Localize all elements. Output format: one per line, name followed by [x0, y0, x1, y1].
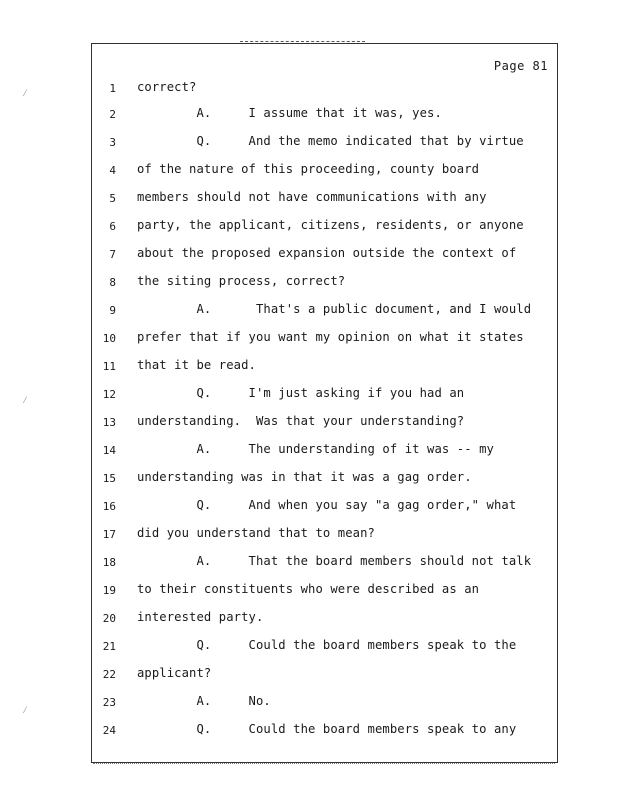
transcript-line [0, 246, 618, 266]
line-number: 4 [109, 164, 116, 177]
line-number: 11 [102, 360, 116, 373]
line-number: 13 [102, 416, 116, 429]
line-number: 9 [109, 304, 116, 317]
line-text: A. That the board members should not talk [137, 554, 532, 568]
line-text: Q. And when you say "a gag order," what [137, 498, 517, 512]
line-text: Q. I'm just asking if you had an [137, 386, 465, 400]
line-text: the siting process, correct? [137, 274, 346, 288]
transcript-line [0, 666, 618, 686]
transcript-line [0, 330, 618, 350]
line-text: about the proposed expansion outside the context of [137, 246, 517, 260]
transcript-line [0, 526, 618, 546]
line-text: A. The understanding of it was -- my [137, 442, 494, 456]
bottom-rule [93, 763, 555, 766]
line-text: Q. Could the board members speak to any [137, 722, 517, 736]
transcript-line [0, 162, 618, 182]
line-number: 14 [102, 444, 116, 457]
line-text: to their constituents who were described as an [137, 582, 480, 596]
page-number: Page 81 [493, 59, 548, 73]
transcript-line [0, 554, 618, 574]
line-number: 7 [109, 248, 116, 261]
line-number: 6 [109, 220, 116, 233]
transcript-line [0, 274, 618, 294]
line-number: 8 [109, 276, 116, 289]
line-number: 1 [109, 82, 116, 95]
transcript-line [0, 498, 618, 518]
transcript-line [0, 218, 618, 238]
line-text: members should not have communications with any [137, 190, 487, 204]
transcript-line [0, 582, 618, 602]
line-number: 21 [102, 640, 116, 653]
line-text: Q. Could the board members speak to the [137, 638, 517, 652]
line-number: 16 [102, 500, 116, 513]
line-text: correct? [137, 80, 197, 94]
transcript-line [0, 414, 618, 434]
line-text: interested party. [137, 610, 264, 624]
transcript-line [0, 358, 618, 378]
line-text: applicant? [137, 666, 212, 680]
transcript-line [0, 694, 618, 714]
line-text: understanding was in that it was a gag order. [137, 470, 472, 484]
line-text: A. I assume that it was, yes. [137, 106, 442, 120]
line-number: 19 [102, 584, 116, 597]
transcript-line [0, 610, 618, 630]
transcript-line [0, 470, 618, 490]
margin-mark: ⁄ [22, 705, 29, 716]
line-number: 23 [102, 696, 116, 709]
transcript-line [0, 638, 618, 658]
line-number: 5 [109, 192, 116, 205]
margin-mark: ⁄ [22, 395, 29, 406]
transcript-line [0, 722, 618, 742]
line-number: 3 [109, 136, 116, 149]
top-rule [240, 41, 365, 44]
transcript-line [0, 302, 618, 322]
line-text: did you understand that to mean? [137, 526, 375, 540]
transcript-line [0, 106, 618, 126]
transcript-line [0, 386, 618, 406]
transcript-line [0, 442, 618, 462]
line-text: party, the applicant, citizens, residents, or anyone [137, 218, 524, 232]
transcript-line [0, 134, 618, 154]
line-text: understanding. Was that your understanding? [137, 414, 465, 428]
line-number: 2 [109, 108, 116, 121]
line-number: 10 [102, 332, 116, 345]
line-number: 22 [102, 668, 116, 681]
line-number: 18 [102, 556, 116, 569]
transcript-line [0, 80, 618, 100]
transcript-line [0, 190, 618, 210]
line-text: prefer that if you want my opinion on what it states [137, 330, 524, 344]
line-text: of the nature of this proceeding, county board [137, 162, 480, 176]
line-number: 24 [102, 724, 116, 737]
line-text: Q. And the memo indicated that by virtue [137, 134, 524, 148]
line-text: that it be read. [137, 358, 256, 372]
line-number: 12 [102, 388, 116, 401]
line-number: 17 [102, 528, 116, 541]
line-text: A. No. [137, 694, 271, 708]
line-number: 20 [102, 612, 116, 625]
margin-mark: ⁄ [22, 88, 29, 99]
line-text: A. That's a public document, and I would [137, 302, 532, 316]
line-number: 15 [102, 472, 116, 485]
